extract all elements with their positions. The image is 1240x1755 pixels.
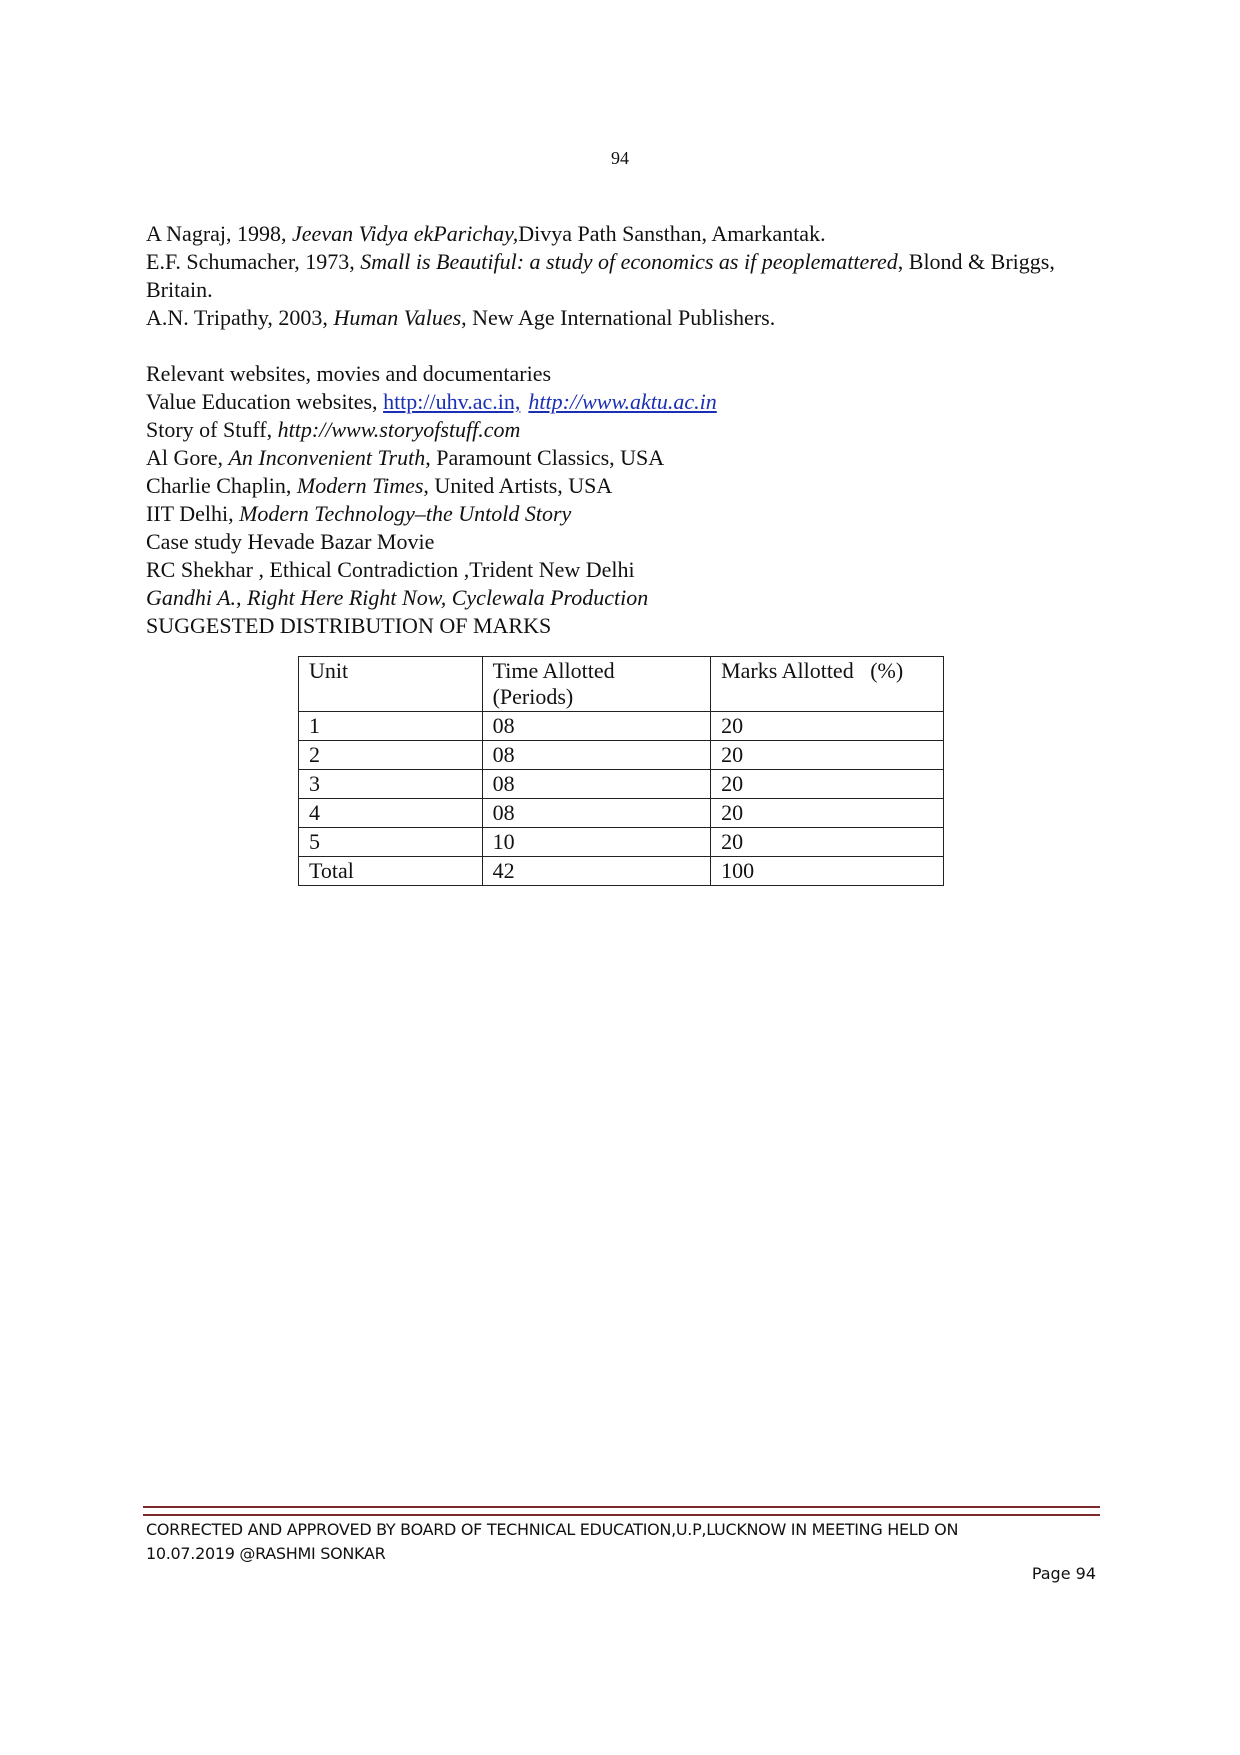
cell-unit: 3 xyxy=(299,770,483,799)
header-marks-allotted: Marks Allotted (%) xyxy=(711,657,944,712)
document-body xyxy=(146,220,1096,640)
resource-algore xyxy=(146,444,1096,472)
resource-publisher: , Paramount Classics, USA xyxy=(425,445,665,470)
websites-label: Value Education websites, xyxy=(146,389,384,414)
value-education-websites xyxy=(146,388,1096,416)
header-unit: Unit xyxy=(299,657,483,712)
reference-schumacher xyxy=(146,248,1096,304)
table-row xyxy=(299,712,944,741)
page-number-top: 94 xyxy=(611,148,629,168)
cell-time: 08 xyxy=(482,799,711,828)
resource-gandhi xyxy=(146,584,1096,612)
table-header-row xyxy=(299,657,944,712)
cell-marks: 20 xyxy=(711,799,944,828)
marks-heading: SUGGESTED DISTRIBUTION OF MARKS xyxy=(146,613,552,638)
header-time-allotted: Time Allotted (Periods) xyxy=(482,657,711,712)
table-row xyxy=(299,741,944,770)
cell-unit: Total xyxy=(299,857,483,886)
reference-title: Small is Beautiful: a study of economics as if peoplemattered xyxy=(360,249,898,274)
story-label: Story of Stuff, xyxy=(146,417,278,442)
marks-distribution-table xyxy=(298,656,944,886)
cell-unit: 2 xyxy=(299,741,483,770)
reference-title: Human Values xyxy=(333,305,462,330)
uhv-link[interactable]: http://uhv.ac.in, xyxy=(383,389,521,414)
reference-author: A Nagraj, 1998, xyxy=(146,221,293,246)
resource-author: Charlie Chaplin, xyxy=(146,473,297,498)
resource-title: Modern Times xyxy=(296,473,424,498)
cell-marks: 20 xyxy=(711,770,944,799)
resource-title: An Inconvenient Truth xyxy=(228,445,426,470)
table-row xyxy=(299,828,944,857)
resource-publisher: , United Artists, USA xyxy=(423,473,613,498)
resource-shekhar: RC Shekhar , Ethical Contradiction ,Trident New Delhi xyxy=(146,557,635,582)
spacer xyxy=(146,332,1096,360)
reference-publisher: Divya Path Sansthan, Amarkantak. xyxy=(518,221,826,246)
table-row xyxy=(299,770,944,799)
cell-marks: 20 xyxy=(711,741,944,770)
cell-time: 08 xyxy=(482,712,711,741)
reference-tripathy xyxy=(146,304,1096,332)
story-url: http://www.storyofstuff.com xyxy=(277,417,521,442)
cell-marks: 20 xyxy=(711,712,944,741)
cell-time: 08 xyxy=(482,770,711,799)
resource-title: Gandhi A., Right Here Right Now, Cyclewala Production xyxy=(146,585,649,610)
footer-line-2: 10.07.2019 @RASHMI SONKAR xyxy=(146,1544,386,1563)
footer-divider xyxy=(143,1506,1100,1516)
cell-marks: 100 xyxy=(711,857,944,886)
cell-unit: 5 xyxy=(299,828,483,857)
resources-heading: Relevant websites, movies and documentaries xyxy=(146,361,552,386)
resource-case-study: Case study Hevade Bazar Movie xyxy=(146,529,435,554)
reference-author: A.N. Tripathy, 2003, xyxy=(146,305,334,330)
cell-marks: 20 xyxy=(711,828,944,857)
reference-author: E.F. Schumacher, 1973, xyxy=(146,249,361,274)
resource-author: IIT Delhi, xyxy=(146,501,240,526)
resource-iit-delhi xyxy=(146,500,1096,528)
cell-unit: 4 xyxy=(299,799,483,828)
footer-note xyxy=(146,1518,1096,1566)
resource-author: Al Gore, xyxy=(146,445,229,470)
footer-page-number: Page 94 xyxy=(1031,1564,1096,1583)
cell-time: 42 xyxy=(482,857,711,886)
reference-nagraj xyxy=(146,220,1096,248)
cell-unit: 1 xyxy=(299,712,483,741)
reference-publisher: , New Age International Publishers. xyxy=(461,305,776,330)
resource-chaplin xyxy=(146,472,1096,500)
story-of-stuff xyxy=(146,416,1096,444)
reference-publisher: , Blond & Briggs, Britain. xyxy=(146,249,1055,302)
aktu-link[interactable]: http://www.aktu.ac.in xyxy=(528,389,717,414)
cell-time: 10 xyxy=(482,828,711,857)
resource-title: Modern Technology–the Untold Story xyxy=(239,501,572,526)
reference-title: Jeevan Vidya ekParichay, xyxy=(292,221,519,246)
table-total-row xyxy=(299,857,944,886)
table-row xyxy=(299,799,944,828)
cell-time: 08 xyxy=(482,741,711,770)
footer-line-1: CORRECTED AND APPROVED BY BOARD OF TECHNICAL EDUCATION,U.P,LUCKNOW IN MEETING HELD ON xyxy=(146,1520,959,1539)
